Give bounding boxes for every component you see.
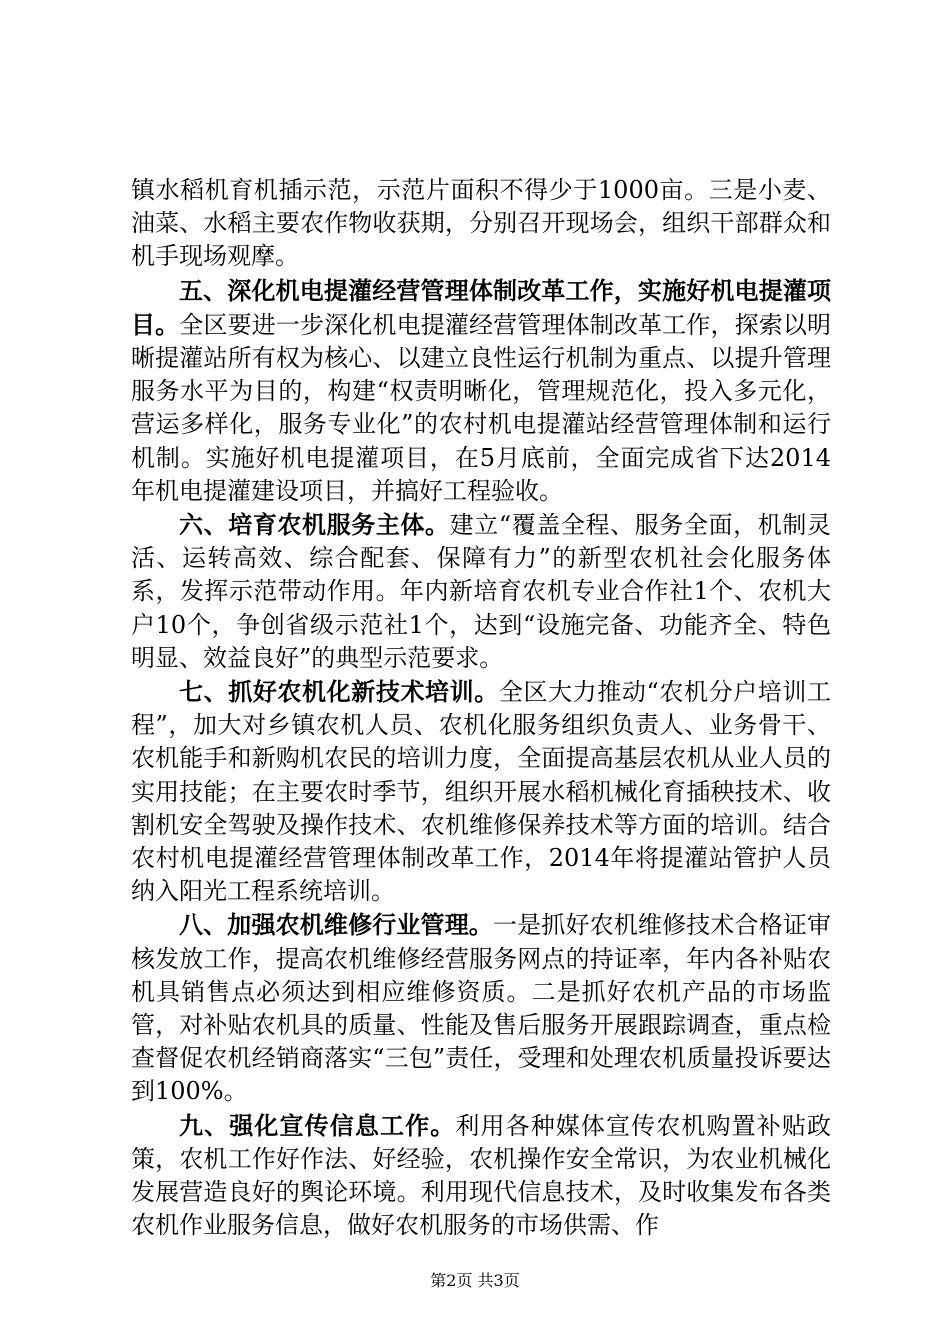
paragraph-body: 一是抓好农机维修技术合格证审核发放工作，提高农机维修经营服务网点的持证率，年内各补贴农机具销售点必须达到相应维修资质。二是抓好农机产品的市场监管，对补贴农机具的质量、性能及售后服务开展跟踪调查，重点检查督促农机经销商落实“三包”责任，受理和处理农机质量投诉要达到100%。 [131, 911, 831, 1106]
section-heading: 九、强化宣传信息工作。 [179, 1110, 456, 1140]
paragraph-section-8 [131, 908, 831, 1108]
paragraph-body: 利用各种媒体宣传农机购置补贴政策，农机工作好作法、好经验，农机操作安全常识，为农业机械化发展营造良好的舆论环境。利用现代信息技术，及时收集发布各类农机作业服务信息，做好农机服务的市场供需、作 [131, 1111, 832, 1240]
paragraph-section-6 [131, 508, 831, 675]
section-heading: 五、深化机电提灌经营管理体制改革工作，实施好机电提灌项目。 [131, 275, 831, 339]
page-footer: 第2页 共3页 [430, 1271, 520, 1290]
paragraph-section-7 [131, 675, 831, 908]
section-heading: 八、加强农机维修行业管理。 [179, 910, 493, 940]
section-heading: 七、抓好农机化新技术培训。 [179, 677, 499, 707]
paragraph-body: 全区大力推动“农机分户培训工程”，加大对乡镇农机人员、农机化服务组织负责人、业务骨干、农机能手和新购机农民的培训力度，全面提高基层农机从业人员的实用技能；在主要农时季节，组织开展水稻机械化育插秧技术、收割机安全驾驶及操作技术、农机维修保养技术等方面的培训。结合农村机电提灌经营管理体制改革工作，2014年将提灌站管护人员纳入阳光工程系统培训。 [131, 678, 831, 906]
paragraph-body: 建立“覆盖全程、服务全面，机制灵活、运转高效、综合配套、保障有力”的新型农机社会化服务体系，发挥示范带动作用。年内新培育农机专业合作社1个、农机大户10个，争创省级示范社1个，达到“设施完备、功能齐全、特色明显、效益良好”的典型示范要求。 [131, 511, 831, 672]
document-body [131, 174, 831, 1243]
paragraph-section-9 [131, 1109, 831, 1243]
section-heading: 六、培育农机服务主体。 [179, 510, 450, 540]
paragraph-continued [131, 174, 831, 274]
paragraph-body: 镇水稻机育机插示范，示范片面积不得少于1000亩。三是小麦、油菜、水稻主要农作物收获期，分别召开现场会，组织干部群众和机手现场观摩。 [131, 176, 831, 271]
paragraph-section-5 [131, 274, 831, 508]
paragraph-body: 全区要进一步深化机电提灌经营管理体制改革工作，探索以明晰提灌站所有权为核心、以建立良性运行机制为重点、以提升管理服务水平为目的，构建“权责明晰化，管理规范化，投入多元化，营运多样化，服务专业化”的农村机电提灌站经营管理体制和运行机制。实施好机电提灌项目，在5月底前，全面完成省下达2014年机电提灌建设项目，并搞好工程验收。 [131, 310, 832, 505]
